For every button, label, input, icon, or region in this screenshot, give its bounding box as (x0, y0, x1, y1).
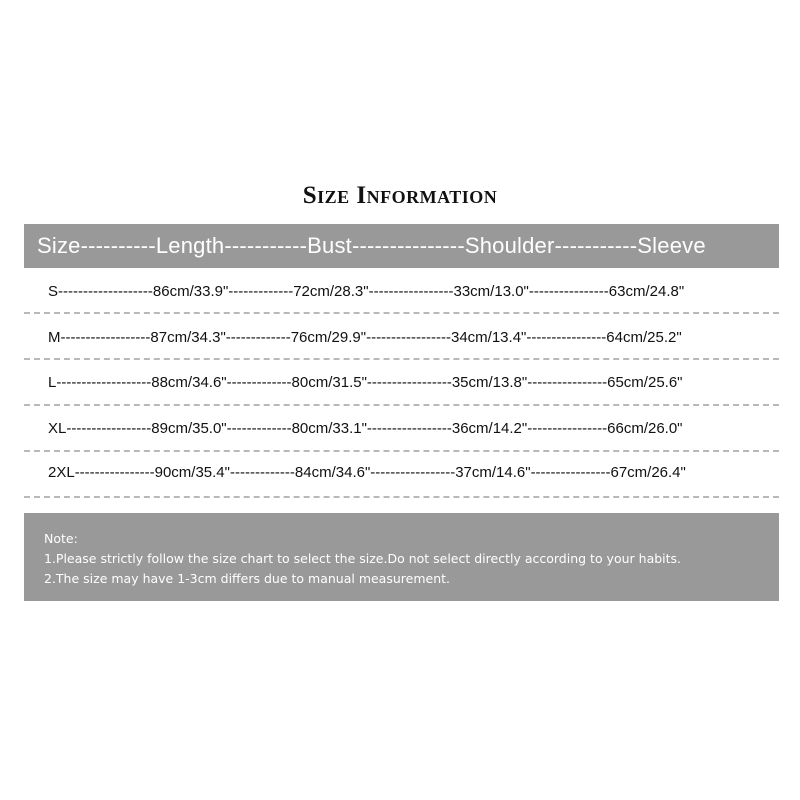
table-row-text: S-------------------86cm/33.9"-------------72cm/28.3"-----------------33cm/13.0"----------------63cm/24.8" (48, 283, 685, 300)
table-row-text: 2XL----------------90cm/35.4"-------------84cm/34.6"-----------------37cm/14.6"----------------67cm/26.4" (48, 464, 686, 481)
table-header-label: Size----------Length-----------Bust---------------Shoulder-----------Sleeve (37, 233, 706, 258)
note-line-2: 2.The size may have 1-3cm differs due to manual measurement. (44, 571, 450, 586)
note-heading: Note: (44, 531, 78, 546)
table-row-m (24, 314, 779, 360)
table-header (24, 224, 779, 268)
table-row-l (24, 360, 779, 406)
table-row-xl (24, 406, 779, 452)
note-line-1: 1.Please strictly follow the size chart to select the size.Do not select directly according to your habits. (44, 551, 682, 566)
page-title: Size Information (302, 182, 498, 209)
table-row-text: XL-----------------89cm/35.0"-------------80cm/33.1"-----------------36cm/14.2"----------------66cm/26.0" (48, 420, 683, 437)
table-row-2xl (24, 452, 779, 498)
table-row-text: M------------------87cm/34.3"-------------76cm/29.9"-----------------34cm/13.4"----------------64cm/25.2" (48, 329, 682, 346)
table-row-s (24, 268, 779, 314)
note-box (24, 513, 779, 601)
table-row-text: L-------------------88cm/34.6"-------------80cm/31.5"-----------------35cm/13.8"----------------65cm/25.6" (48, 374, 683, 391)
